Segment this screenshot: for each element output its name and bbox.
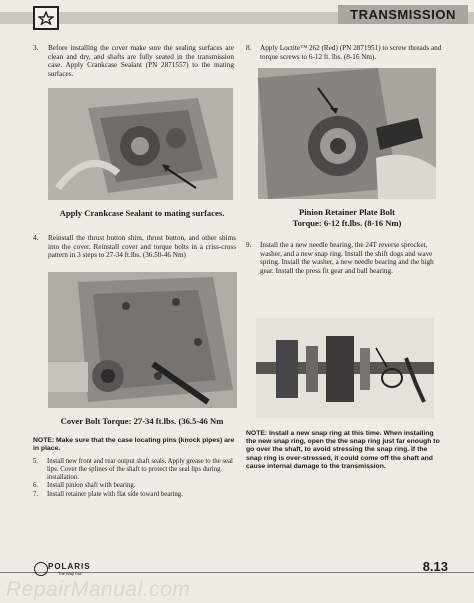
cover-bolt-photo — [48, 272, 237, 408]
list-item — [33, 482, 241, 490]
note-snap-ring: NOTE: Install a new snap ring at this time. When installing the new snap ring, open the the snap ring just far enough to go over the shaft, to avoid stressing the snap ring. If the snap ring is over-stressed, it could come off the shaft and cause internal damage to the transmission. — [246, 430, 440, 470]
note-locating-pins: NOTE: Make sure that the case locating pins (knock pipes) are in place. — [33, 437, 235, 453]
watermark: RepairManual.com — [6, 578, 191, 601]
caption-pinion-line1: Pinion Retainer Plate Bolt — [298, 207, 396, 217]
step-9-number: 9. — [246, 241, 252, 249]
list-item-number: 5. — [33, 458, 39, 465]
polaris-logo-icon — [34, 562, 48, 576]
list-item-number: 6. — [33, 482, 39, 490]
list-item — [33, 458, 241, 481]
step-list — [33, 458, 241, 499]
polaris-star-logo-icon — [33, 6, 59, 30]
list-item-text: Install retainer plate with flat side toward bearing. — [47, 491, 183, 499]
list-item-text: Install pinion shaft with bearing. — [47, 482, 136, 490]
step-9-text: Install the a new needle bearing, the 24T reverse sprocket, washer, and a new snap ring. Install the shift dogs and wave spring. Install the washer, a new needle bearing and the high gear. Install the press fit gear and ball bearing. — [260, 241, 434, 275]
list-item-text: Install new front and rear output shaft seals. Apply grease to the seal lips. Cover the splines of the shaft to protect the seal lips during installation. — [47, 458, 233, 481]
step-3-text: Before installing the cover make sure the sealing surfaces are clean and dry, and shafts are fully seated in the transmission case. Apply Crankcase Sealant (PN 2871557) to the mating surfaces. — [48, 44, 234, 78]
gear-shaft-photo — [256, 318, 434, 418]
pinion-retainer-photo — [258, 68, 436, 199]
footer-brand: POLARIS — [48, 562, 91, 571]
list-item-number: 7. — [33, 491, 39, 499]
step-3-number: 3. — [33, 44, 39, 52]
section-title: TRANSMISSION — [338, 5, 468, 24]
page-number: 8.13 — [422, 559, 448, 574]
step-4-text: Reinstall the thrust button shim, thrust button, and other shims into the cover. Reinstall cover and torque bolts in a criss-cross pattern in 3 steps to 27-34 ft.lbs. (36.50-46 Nm) — [48, 234, 236, 260]
step-8-text: Apply Loctite™ 262 (Red) (PN 2871951) to screw threads and torque screws to 6-12 ft. lbs. (8-16 Nm). — [260, 44, 442, 61]
footer-tagline: The Way Out. — [58, 571, 83, 576]
caption-pinion-line2: Torque: 6-12 ft.lbs. (8-16 Nm) — [292, 218, 402, 228]
caption-sealant: Apply Crankcase Sealant to mating surfaces. — [59, 208, 225, 218]
step-8-number: 8. — [246, 44, 252, 52]
list-item — [33, 491, 241, 499]
step-4-number: 4. — [33, 234, 39, 242]
caption-cover-bolt: Cover Bolt Torque: 27-34 ft.lbs. (36.5-46 Nm — [60, 416, 224, 426]
crankcase-sealant-photo — [48, 88, 233, 200]
